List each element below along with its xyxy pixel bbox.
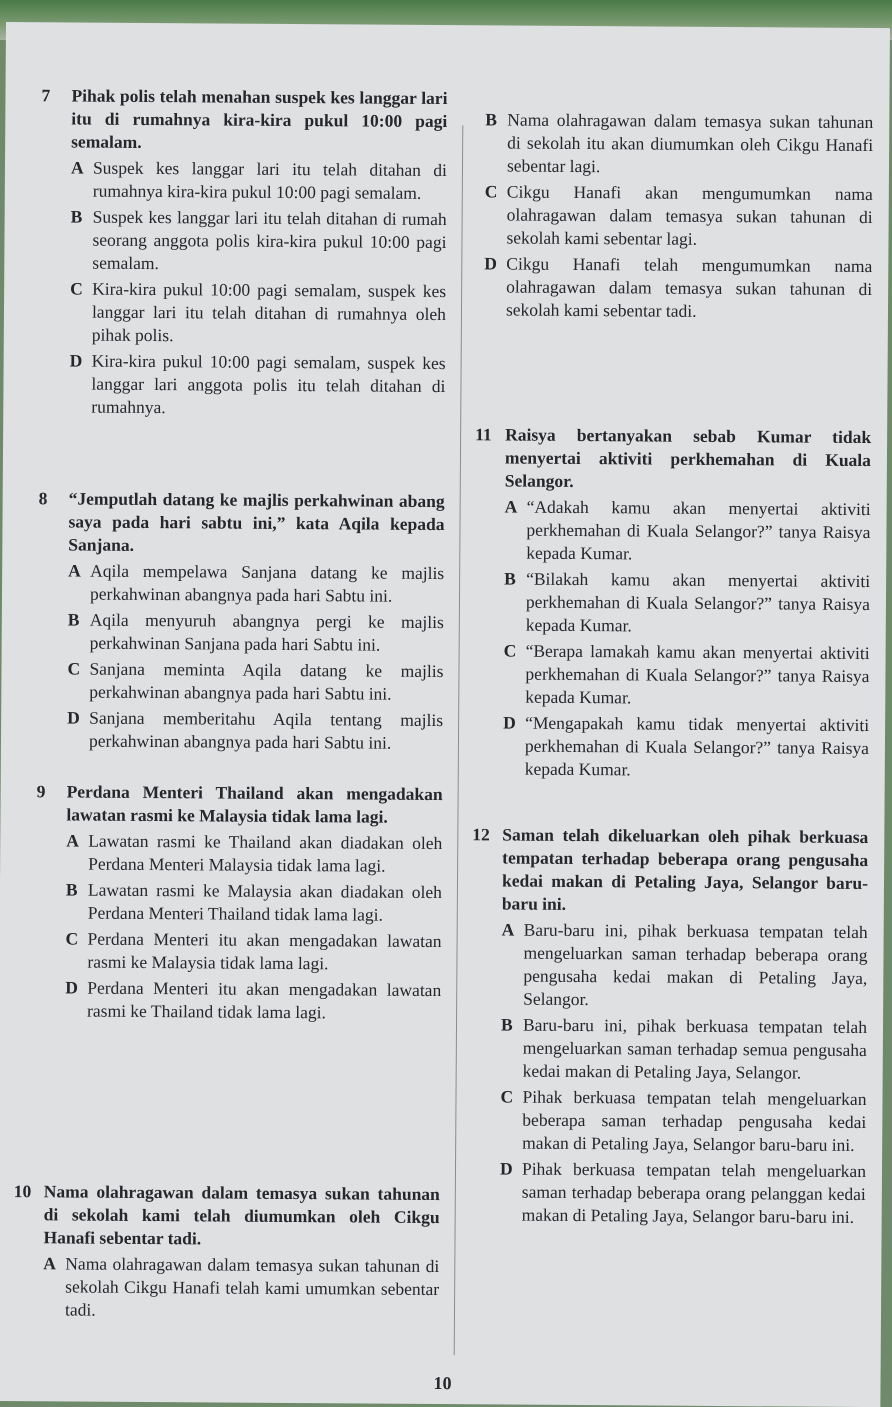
option-a: A Nama olahragawan dalam temasya sukan tahunan di sekolah Cikgu Hanafi telah kami umumkan sebentar tadi. — [43, 1253, 440, 1320]
option-d: D “Mengapakah kamu tidak menyertai aktiviti perkhemahan di Kuala Selangor?” tanya Raisya kepada Kumar. — [503, 712, 870, 780]
option-b: B Suspek kes langgar lari itu telah ditahan di rumah seorang anggota polis kira-kira pukul 10:00 pagi semalam. — [70, 206, 447, 274]
option-d: D Perdana Menteri itu akan mengadakan lawatan rasmi ke Thailand tidak lama lagi. — [65, 977, 442, 1023]
option-b: B “Bilakah kamu akan menyertai aktiviti perkhemahan di Kuala Selangor?” tanya Raisya kepada Kumar. — [504, 568, 871, 636]
question-stem: 7 Pihak polis telah menahan suspek kes langgar lari itu di rumahnya kira-kira pukul 10:00 pagi semalam. — [41, 85, 448, 152]
option-d: D Kira-kira pukul 10:00 pagi semalam, suspek kes langgar lari anggota polis itu telah ditahan di rumahnya. — [69, 350, 446, 418]
option-c: C “Berapa lamakah kamu akan menyertai aktiviti perkhemahan di Kuala Selangor?” tanya Raisya kepada Kumar. — [503, 640, 870, 708]
option-b: B Aqila menyuruh abangnya pergi ke majlis perkahwinan Sanjana pada hari Sabtu ini. — [67, 609, 444, 655]
option-c: C Kira-kira pukul 10:00 pagi semalam, suspek kes langgar lari itu telah ditahan di rumahnya oleh pihak polis. — [70, 278, 447, 346]
question-11 — [473, 423, 871, 783]
question-number: 11 — [475, 424, 492, 445]
option-c: C Pihak berkuasa tempatan telah mengeluarkan beberapa saman terhadap pengusaha kedai makan di Petaling Jaya, Selangor baru-baru ini. — [500, 1086, 867, 1155]
option-d: D Sanjana memberitahu Aqila tentang majlis perkahwinan abangnya pada hari Sabtu ini. — [67, 707, 444, 753]
option-d: D Cikgu Hanafi telah mengumumkan nama olahragawan dalam temasya sukan tahunan di sekolah kami sebentar tadi. — [484, 253, 873, 321]
question-stem: 8 “Jemputlah datang ke majlis perkahwinan abang saya pada hari sabtu ini,” kata Aqila kepada Sanjana. — [38, 488, 445, 555]
option-a: A Lawatan rasmi ke Thailand akan diadakan oleh Perdana Menteri Malaysia tidak lama lagi. — [66, 830, 443, 876]
column-divider — [454, 125, 464, 1355]
option-b: B Baru-baru ini, pihak berkuasa tempatan telah mengeluarkan saman terhadap semua pengusaha kedai makan di Petaling Jaya, Selangor. — [500, 1014, 868, 1083]
option-a: A “Adakah kamu akan menyertai aktiviti perkhemahan di Kuala Selangor?” tanya Raisya kepada Kumar. — [504, 496, 871, 564]
option-b: B Lawatan rasmi ke Malaysia akan diadakan oleh Perdana Menteri Thailand tidak lama lagi. — [65, 879, 443, 925]
option-c: C Sanjana meminta Aqila datang ke majlis perkahwinan abangnya pada hari Sabtu ini. — [67, 658, 444, 704]
option-b: B Nama olahragawan dalam temasya sukan tahunan di sekolah itu akan diumumkan oleh Cikgu Hanafi sebentar lagi. — [485, 109, 874, 177]
question-stem: 11 Raisya bertanyakan sebab Kumar tidak menyertai aktiviti perkhemahan di Kuala Selangor. — [475, 424, 872, 491]
question-10 — [13, 1180, 440, 1324]
question-stem: 12 Saman telah dikeluarkan oleh pihak berkuasa tempatan terhadap beberapa orang pengusaha kedai makan di Petaling Jaya, Selangor baru-baru ini. — [472, 824, 869, 914]
option-a: A Suspek kes langgar lari itu telah ditahan di rumahnya kira-kira pukul 10:00 pagi semalam. — [70, 157, 448, 203]
question-stem: 10 Nama olahragawan dalam temasya sukan tahunan di sekolah kami telah diumumkan oleh Cikgu Hanafi sebentar tadi. — [13, 1181, 440, 1249]
question-10-continued — [476, 105, 873, 324]
option-a: A Aqila mempelawa Sanjana datang ke majlis perkahwinan abangnya pada hari Sabtu ini. — [68, 560, 445, 606]
question-7 — [39, 84, 447, 421]
question-9 — [35, 780, 443, 1025]
question-number: 10 — [13, 1181, 32, 1202]
option-c: C Cikgu Hanafi akan mengumumkan nama olahragawan dalam temasya sukan tahunan di sekolah kami sebentar lagi. — [484, 181, 873, 249]
option-d: D Pihak berkuasa tempatan telah mengeluarkan saman terhadap beberapa orang pelanggan kedai makan di Petaling Jaya, Selangor baru-baru ini. — [499, 1158, 867, 1227]
question-8 — [37, 487, 445, 755]
question-12 — [470, 823, 869, 1229]
question-number: 9 — [36, 781, 46, 802]
question-number: 7 — [41, 85, 51, 106]
exam-page — [0, 22, 890, 1407]
question-stem: 9 Perdana Menteri Thailand akan mengadakan lawatan rasmi ke Malaysia tidak lama lagi. — [36, 781, 443, 827]
question-number: 8 — [38, 488, 48, 509]
page-number: 10 — [433, 1373, 452, 1394]
option-c: C Perdana Menteri itu akan mengadakan lawatan rasmi ke Malaysia tidak lama lagi. — [65, 928, 442, 974]
question-number: 12 — [472, 824, 490, 845]
option-a: A Baru-baru ini, pihak berkuasa tempatan telah mengeluarkan saman terhadap beberapa orang pengusaha kedai makan di Petaling Jaya, Selangor. — [501, 919, 868, 1010]
